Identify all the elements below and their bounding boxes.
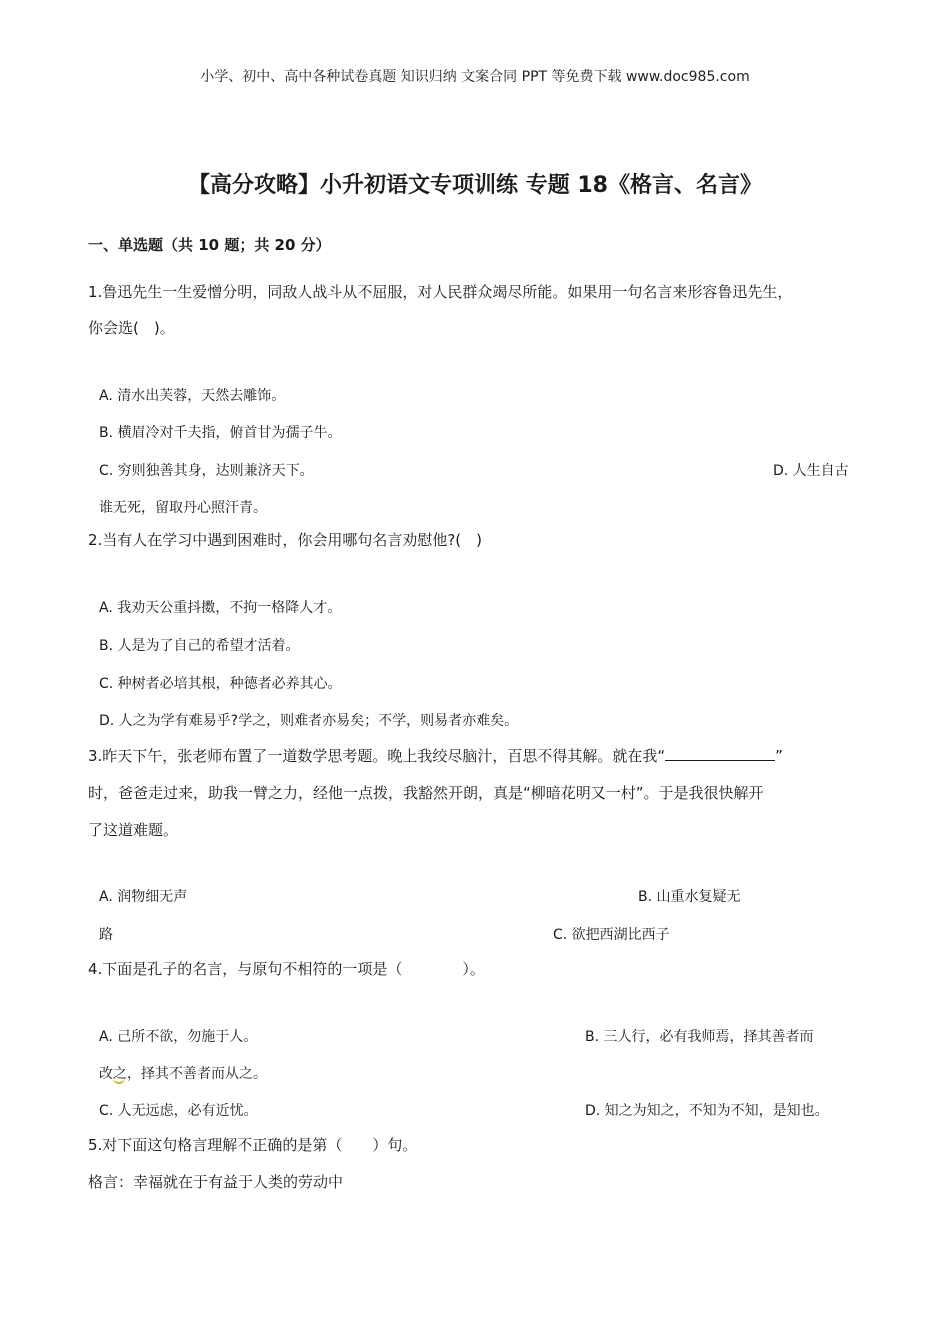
page-title: 【高分攻略】小升初语文专项训练 专题 18《格言、名言》: [188, 173, 762, 198]
q4-option-c: C. 人无远虑，必有近忧。: [99, 1103, 258, 1119]
q3-option-b: B. 山重水复疑无: [638, 889, 741, 905]
q4-option-b-continued: 改之，择其不善者而从之。: [99, 1066, 267, 1082]
spellcheck-mark: [113, 1078, 125, 1084]
q5-stem: 5.对下面这句格言理解不正确的是第（ ）句。: [88, 1136, 418, 1154]
q1-option-d-continued: 谁无死，留取丹心照汗青。: [99, 500, 267, 516]
page-header: 小学、初中、高中各种试卷真题 知识归纳 文案合同 PPT 等免费下载 www.doc985.com: [200, 69, 750, 85]
q4-option-a: A. 己所不欲，勿施于人。: [99, 1029, 258, 1045]
q3-stem-line1: [88, 745, 783, 766]
q3-answer-blank: [665, 746, 775, 761]
q3-stem-quote-close: ”: [775, 747, 783, 765]
q2-option-d: D. 人之为学有难易乎?学之，则难者亦易矣；不学，则易者亦难矣。: [99, 713, 519, 729]
q1-option-a: A. 清水出芙蓉，天然去雕饰。: [99, 388, 286, 404]
q3-stem-line2: 时，爸爸走过来，助我一臂之力，经他一点拨，我豁然开朗，真是“柳暗花明又一村”。于是我很快解开: [88, 784, 764, 802]
q3-option-c: C. 欲把西湖比西子: [553, 927, 670, 943]
q1-option-d: D. 人生自古: [773, 463, 849, 479]
section-heading: 一、单选题（共 10 题；共 20 分）: [88, 236, 331, 254]
q2-option-c: C. 种树者必培其根，种德者必养其心。: [99, 676, 342, 692]
q2-option-a: A. 我劝天公重抖擞，不拘一格降人才。: [99, 600, 342, 616]
q3-stem-line3: 了这道难题。: [88, 821, 179, 839]
q1-stem-line2: 你会选( )。: [88, 319, 175, 337]
q5-maxim: 格言：幸福就在于有益于人类的劳动中: [88, 1173, 344, 1191]
q2-stem: 2.当有人在学习中遇到困难时，你会用哪句名言劝慰他?( ): [88, 531, 482, 549]
q4-stem: 4.下面是孔子的名言，与原句不相符的一项是（ ）。: [88, 960, 485, 978]
q1-option-c: C. 穷则独善其身，达则兼济天下。: [99, 463, 314, 479]
q4-option-b: B. 三人行，必有我师焉，择其善者而: [585, 1029, 814, 1045]
q3-option-a: A. 润物细无声: [99, 889, 188, 905]
q4-option-d: D. 知之为知之，不知为不知，是知也。: [585, 1103, 829, 1119]
q3-option-b-continued: 路: [99, 927, 113, 943]
q3-stem-text: 3.昨天下午，张老师布置了一道数学思考题。晚上我绞尽脑汁，百思不得其解。就在我“: [88, 747, 666, 765]
q1-option-b: B. 横眉冷对千夫指，俯首甘为孺子牛。: [99, 425, 342, 441]
q2-option-b: B. 人是为了自己的希望才活着。: [99, 638, 300, 654]
q1-stem-line1: 1.鲁迅先生一生爱憎分明，同敌人战斗从不屈服，对人民群众竭尽所能。如果用一句名言来形容鲁迅先生，: [88, 283, 793, 301]
